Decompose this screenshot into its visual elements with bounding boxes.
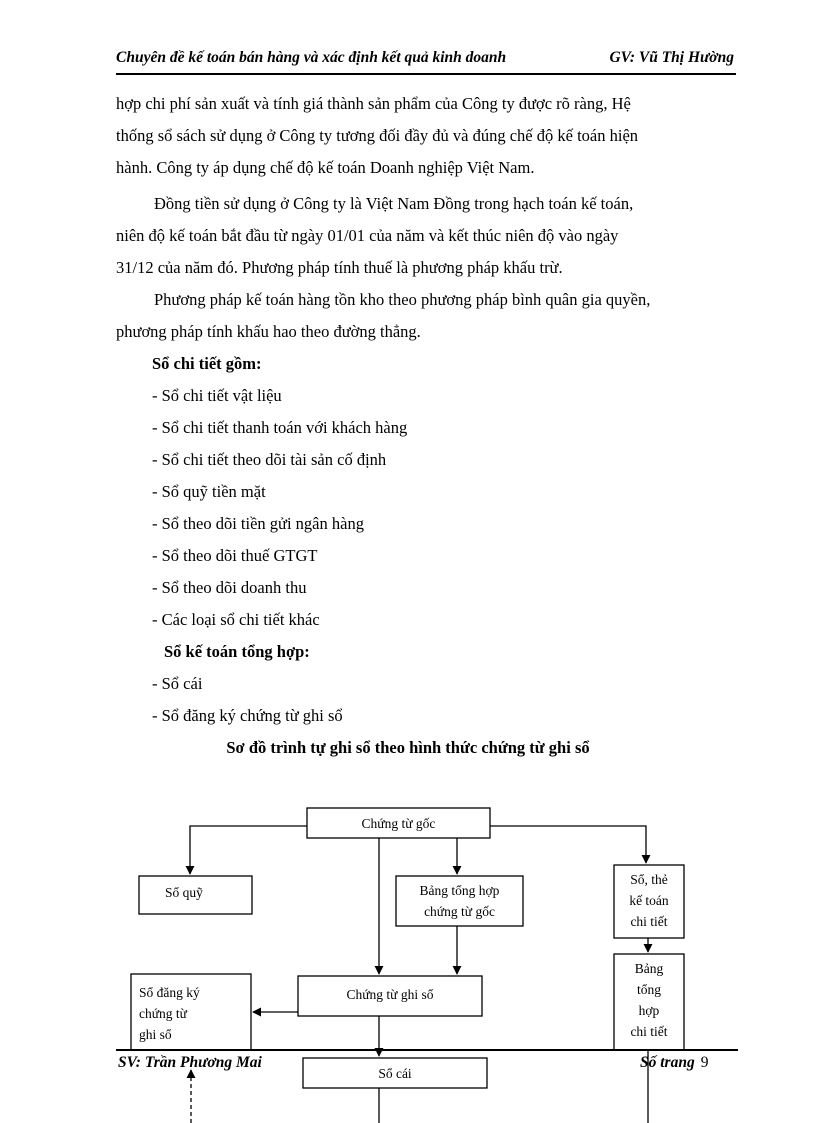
list-item: - Sổ quỹ tiền mặt (152, 482, 266, 501)
label-line: Sổ đăng ký (139, 985, 200, 1000)
page-header (116, 47, 736, 75)
list-item: - Sổ chi tiết theo dõi tài sản cố định (152, 450, 387, 469)
text-line: thống sổ sách sử dụng ở Công ty tương đối đầy đủ và đúng chế độ kế toán hiện (116, 126, 639, 145)
footer-rule (116, 1049, 738, 1051)
text-line: niên độ kế toán bắt đầu từ ngày 01/01 của năm và kết thúc niên độ vào ngày (116, 226, 619, 245)
list-item: - Sổ theo dõi thuế GTGT (152, 546, 318, 565)
arrow-to-so-the (490, 826, 646, 863)
label-line: chứng từ (139, 1006, 188, 1021)
label-chung-tu-ghi-so: Chứng từ ghi sổ (346, 987, 434, 1002)
paragraph-1 (116, 88, 738, 184)
label-line: Bảng (634, 961, 664, 976)
label-line: Sổ, thẻ (630, 872, 668, 887)
text-line: hợp chi phí sản xuất và tính giá thành sản phẩm của Công ty được rõ ràng, Hệ (116, 94, 631, 113)
label-so-dang-ky (139, 982, 249, 1045)
list-item: - Sổ chi tiết vật liệu (152, 386, 282, 405)
paragraph-2 (116, 188, 738, 284)
label-so-the-ke-toan (614, 869, 684, 932)
label-so-quy: Sổ quỹ (165, 885, 203, 900)
label-bang-tong-hop (396, 880, 523, 922)
footer-student: SV: Trần Phương Mai (118, 1054, 262, 1071)
header-instructor: GV: Vũ Thị Hường (609, 49, 734, 66)
label-chung-tu-goc: Chứng từ gốc (361, 816, 436, 831)
label-line: chi tiết (630, 914, 668, 929)
list-item: - Sổ cái (152, 674, 203, 693)
paragraph-3 (116, 284, 738, 348)
label-so-cai: Sổ cái (378, 1066, 412, 1081)
label-line: ghi sổ (139, 1027, 172, 1042)
list-item: - Sổ theo dõi tiền gửi ngân hàng (152, 514, 364, 533)
header-title: Chuyên đề kế toán bán hàng và xác định kết quả kinh doanh (116, 49, 507, 66)
label-line: chứng từ gốc (424, 904, 495, 919)
text-line: phương pháp tính khấu hao theo đường thẳng. (116, 322, 421, 341)
label-line: chi tiết (630, 1024, 668, 1039)
text-line: hành. Công ty áp dụng chế độ kế toán Doanh nghiệp Việt Nam. (116, 158, 535, 177)
detail-ledger-list (152, 348, 712, 732)
label-bang-tong-hop-chi-tiet (614, 958, 684, 1042)
label-line: tổng (636, 982, 661, 997)
page-label: Số trang (640, 1054, 695, 1071)
label-line: kế toán (629, 893, 669, 908)
list-item: - Sổ theo dõi doanh thu (152, 578, 307, 597)
text-line: 31/12 của năm đó. Phương pháp tính thuế là phương pháp khấu trừ. (116, 258, 563, 277)
text-line: Phương pháp kế toán hàng tồn kho theo phương pháp bình quân gia quyền, (154, 290, 651, 309)
footer-page (640, 1054, 708, 1072)
arrow-to-so-quy (190, 826, 307, 874)
list-item: - Sổ chi tiết thanh toán với khách hàng (152, 418, 408, 437)
text-line: Đồng tiền sử dụng ở Công ty là Việt Nam Đồng trong hạch toán kế toán, (154, 194, 634, 213)
label-line: hợp (638, 1003, 660, 1018)
detail-heading: Sổ chi tiết gồm: (152, 354, 262, 373)
list-item: - Các loại sổ chi tiết khác (152, 610, 320, 629)
diagram-title: Sơ đồ trình tự ghi sổ theo hình thức chứng từ ghi sổ (226, 738, 590, 757)
label-line: Bảng tổng hợp (419, 883, 500, 898)
list-item: - Sổ đăng ký chứng từ ghi sổ (152, 706, 343, 725)
general-heading: Sổ kế toán tổng hợp: (164, 642, 310, 661)
page-number: 9 (700, 1054, 709, 1071)
